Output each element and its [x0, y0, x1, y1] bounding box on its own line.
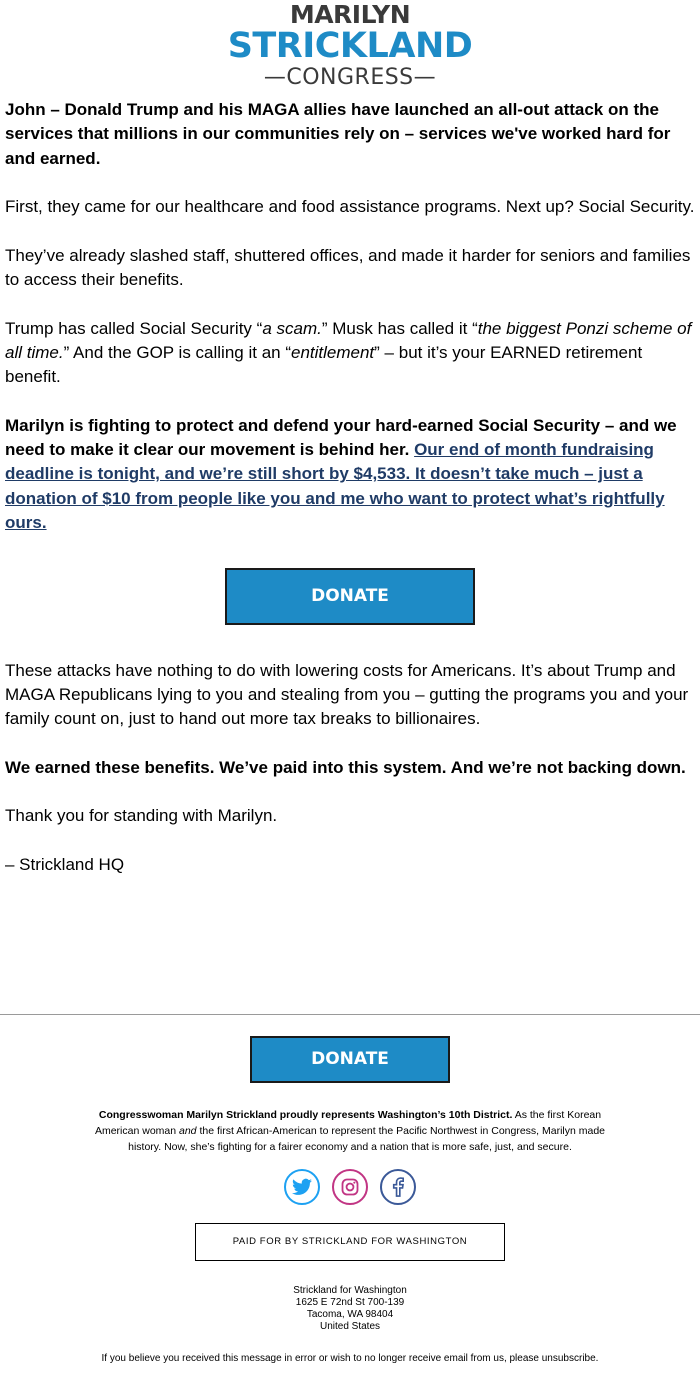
social-links	[0, 1169, 700, 1205]
paragraph-quotes	[5, 317, 695, 390]
unsubscribe-notice[interactable]: If you believe you received this message in error or wish to no longer receive email from us, please unsubscribe.	[101, 1353, 599, 1364]
paid-for-disclaimer: PAID FOR BY STRICKLAND FOR WASHINGTON	[195, 1223, 505, 1261]
email-body	[0, 98, 700, 877]
facebook-icon[interactable]	[380, 1169, 416, 1205]
about-part-b: the first African-American to represent the Pacific Northwest in Congress, Marilyn made history. Now, she’s fighting for a fairer economy and a nation that is more safe, just, and secure.	[128, 1125, 606, 1153]
quote-entitlement: entitlement	[291, 342, 375, 362]
paragraph-thanks: Thank you for standing with Marilyn.	[5, 806, 278, 826]
logo-last-name: STRICKLAND	[227, 26, 473, 66]
quote-text-g: ” – but it’s your EARNED retirement benefit.	[5, 342, 643, 387]
signoff: – Strickland HQ	[5, 855, 125, 875]
mailing-address	[0, 1285, 700, 1333]
quote-scam: a scam.	[262, 318, 322, 338]
fundraising-deadline-link[interactable]: Our end of month fundraising deadline is tonight, and we’re still short by $4,533. It doesn’t take much – just a donation of $10 from people like you and me who want to protect what’s rightfully ours.	[5, 440, 665, 533]
instagram-icon[interactable]	[332, 1169, 368, 1205]
intro-paragraph: John – Donald Trump and his MAGA allies have launched an all-out attack on the services that millions in our communities rely on – services we've worked hard for and earned.	[5, 100, 671, 168]
address-line-3: Tacoma, WA 98404	[306, 1309, 394, 1320]
footer-donate-button[interactable]: DONATE	[250, 1036, 450, 1083]
paragraph-appeal	[5, 414, 695, 535]
quote-text-a: Trump has called Social Security “	[5, 318, 263, 338]
paragraph-healthcare: First, they came for our healthcare and food assistance programs. Next up? Social Security.	[5, 197, 695, 217]
logo-first-name: MARILYN	[289, 0, 411, 29]
address-line-1: Strickland for Washington	[293, 1285, 407, 1296]
quote-text-c: ” Musk has called it “	[321, 318, 478, 338]
about-and: and	[179, 1125, 197, 1137]
about-bold: Congresswoman Marilyn Strickland proudly represents Washington’s 10th District.	[98, 1109, 513, 1121]
campaign-logo	[0, 0, 700, 98]
paragraph-attacks: These attacks have nothing to do with lowering costs for Americans. It’s about Trump and MAGA Republicans lying to you and stealing from you – gutting the programs you and your family count on, just to hand out more tax breaks to billionaires.	[5, 660, 689, 729]
logo-congress: —CONGRESS—	[263, 65, 437, 90]
address-line-2: 1625 E 72nd St 700-139	[295, 1297, 405, 1308]
quote-text-e: ” And the GOP is calling it an “	[63, 342, 291, 362]
appeal-bold-text: Marilyn is fighting to protect and defend your hard-earned Social Security – and we need to make it clear our movement is behind her.	[5, 415, 677, 460]
about-text	[0, 1107, 700, 1155]
twitter-icon[interactable]	[284, 1169, 320, 1205]
about-part-a: As the first Korean American woman	[94, 1109, 602, 1137]
email-footer	[0, 1014, 700, 1364]
donate-button[interactable]: DONATE	[225, 568, 475, 625]
address-line-4: United States	[319, 1321, 381, 1332]
paragraph-earned: We earned these benefits. We’ve paid into this system. And we’re not backing down.	[5, 757, 686, 777]
paragraph-staff-cuts: They’ve already slashed staff, shuttered offices, and made it harder for seniors and families to access their benefits.	[5, 245, 691, 290]
quote-ponzi: the biggest Ponzi scheme of all time.	[5, 318, 692, 362]
